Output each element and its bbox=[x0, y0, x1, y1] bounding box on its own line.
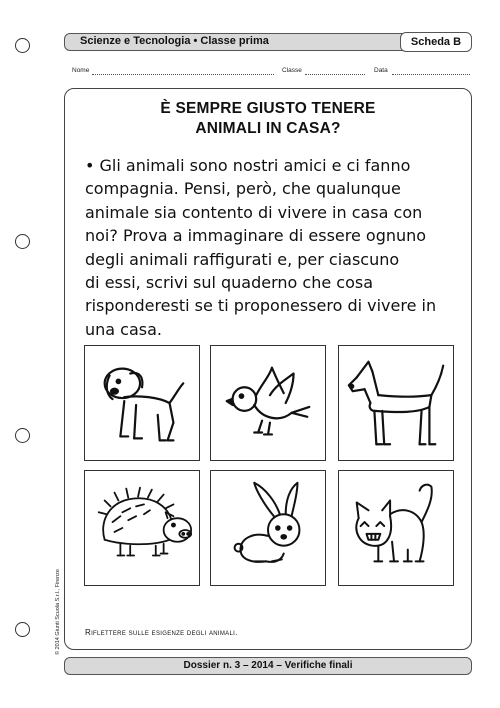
hedgehog-icon bbox=[85, 471, 199, 585]
animal-cell-5 bbox=[210, 470, 326, 586]
footer-title: Dossier n. 3 – 2014 – Verifiche finali bbox=[64, 657, 472, 675]
binder-hole-lower bbox=[15, 428, 30, 443]
animal-cell-1 bbox=[84, 345, 200, 461]
teacher-note: Riflettere sulle esigenze degli animali. bbox=[85, 628, 238, 637]
bird-icon bbox=[211, 346, 325, 460]
header-subject: Scienze e Tecnologia • Classe prima bbox=[80, 35, 269, 47]
copyright-notice: © 2014 Giunti Scuola S.r.l., Firenze bbox=[55, 569, 61, 655]
dog-puppy-icon bbox=[85, 346, 199, 460]
binder-hole-top bbox=[15, 38, 30, 53]
class-label: Classe bbox=[282, 67, 302, 74]
dog-icon bbox=[339, 346, 453, 460]
animal-cell-2 bbox=[210, 345, 326, 461]
sheet-label: Scheda B bbox=[400, 32, 472, 52]
cat-icon bbox=[339, 471, 453, 585]
exercise-title-line1: È SEMPRE GIUSTO TENERE bbox=[160, 100, 376, 117]
date-field[interactable] bbox=[392, 74, 470, 75]
name-label: Nome bbox=[72, 67, 90, 74]
binder-hole-upper bbox=[15, 234, 30, 249]
rabbit-icon bbox=[211, 471, 325, 585]
animal-cell-3 bbox=[338, 345, 454, 461]
exercise-instructions: • Gli animali sono nostri amici e ci fanno compagnia. Pensi, però, che qualunque animale sia contento di vivere in casa con noi? Prova a immaginare di essere ognuno degli animali raffigurati e, per ciascuno di essi, scrivi sul quaderno che cosa risponderesti se ti proponessero di vivere in una casa. bbox=[85, 156, 437, 339]
animal-cell-4 bbox=[84, 470, 200, 586]
name-field[interactable] bbox=[92, 74, 274, 75]
class-field[interactable] bbox=[305, 74, 365, 75]
date-label: Data bbox=[374, 67, 388, 74]
exercise-title-line2: ANIMALI IN CASA? bbox=[195, 120, 341, 137]
animal-cell-6 bbox=[338, 470, 454, 586]
binder-hole-bottom bbox=[15, 622, 30, 637]
